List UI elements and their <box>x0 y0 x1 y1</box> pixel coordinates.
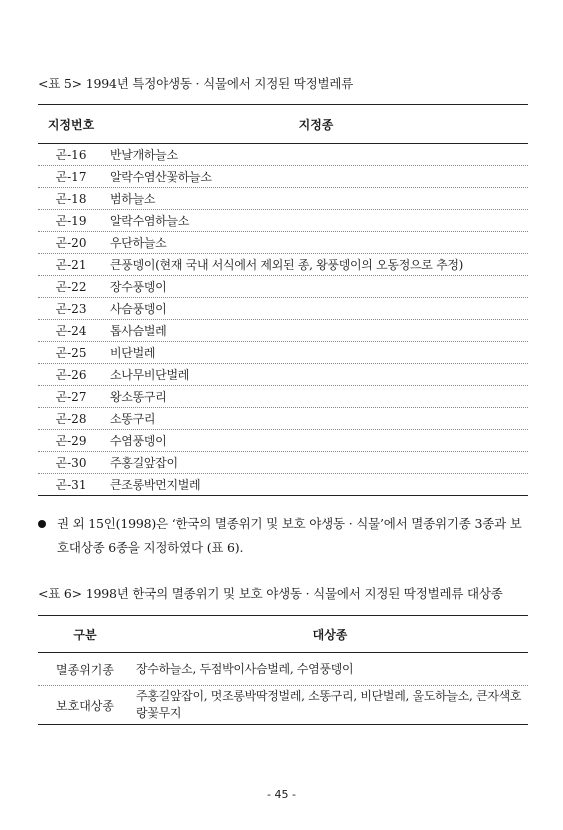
designation-number-cell: 곤-17 <box>55 170 87 184</box>
table-row <box>38 474 528 496</box>
designation-number-cell: 곤-23 <box>55 302 87 316</box>
species-name-cell: 범하늘소 <box>110 192 156 206</box>
header-category: 구분 <box>73 627 97 642</box>
species-name-cell: 우단하늘소 <box>110 236 167 250</box>
designation-number-cell: 곤-16 <box>55 148 87 162</box>
designation-number-cell: 곤-19 <box>55 214 87 228</box>
table-header-row <box>38 105 528 144</box>
page-number: - 45 - <box>267 788 296 801</box>
bullet-icon <box>38 520 46 528</box>
table-row <box>38 254 528 276</box>
designation-number-cell: 곤-31 <box>55 478 87 492</box>
species-name-cell: 수염풍뎅이 <box>110 434 167 448</box>
table-row <box>38 342 528 364</box>
category-cell: 멸종위기종 <box>56 662 114 677</box>
species-name-cell: 소똥구리 <box>110 412 156 426</box>
designation-number-cell: 곤-28 <box>55 412 87 426</box>
species-name-cell: 소나무비단벌레 <box>110 368 190 382</box>
designation-number-cell: 곤-27 <box>55 390 87 404</box>
designation-number-cell: 곤-24 <box>55 324 87 338</box>
table-row <box>38 452 528 474</box>
category-cell: 보호대상종 <box>56 698 114 713</box>
table-5-caption: <표 5> 1994년 특정야생동 · 식물에서 지정된 딱정벌레류 <box>38 76 354 91</box>
bullet-text: 권 외 15인(1998)은 ‘한국의 멸종위기 및 보호 야생동 · 식물’에서 멸종위기종 3종과 보호대상종 6종을 지정하였다 (표 6). <box>57 516 522 555</box>
designation-number-cell: 곤-29 <box>55 434 87 448</box>
header-designated-species: 지정종 <box>298 117 334 132</box>
table-row <box>38 232 528 254</box>
designation-number-cell: 곤-18 <box>55 192 87 206</box>
designation-number-cell: 곤-21 <box>55 258 87 272</box>
table-row <box>38 276 528 298</box>
species-name-cell: 장수풍뎅이 <box>110 280 167 294</box>
table-header-row <box>38 615 528 653</box>
table-5 <box>38 104 528 496</box>
table-row <box>38 364 528 386</box>
table-row <box>38 320 528 342</box>
table-body <box>38 144 528 496</box>
table-6 <box>38 615 528 725</box>
table-row <box>38 386 528 408</box>
species-name-cell: 알락수염산꽃하늘소 <box>110 170 212 184</box>
designation-number-cell: 곤-30 <box>55 456 87 470</box>
species-name-cell: 큰풍뎅이(현재 국내 서식에서 제외된 종, 왕풍뎅이의 오동정으로 추정) <box>110 258 464 272</box>
species-name-cell: 톱사슴벌레 <box>110 324 167 338</box>
table-row <box>38 210 528 232</box>
header-target-species: 대상종 <box>312 627 348 642</box>
table-6-caption: <표 6> 1998년 한국의 멸종위기 및 보호 야생동 · 식물에서 지정된 딱정벌레류 대상종 <box>38 586 503 601</box>
species-cell: 장수하늘소, 두점박이사슴벌레, 수염풍뎅이 <box>136 661 354 676</box>
table-row <box>38 653 528 686</box>
designation-number-cell: 곤-26 <box>55 368 87 382</box>
designation-number-cell: 곤-22 <box>55 280 87 294</box>
table-row <box>38 686 528 725</box>
table-row <box>38 188 528 210</box>
species-name-cell: 사슴풍뎅이 <box>110 302 167 316</box>
table-row <box>38 166 528 188</box>
species-cell: 주홍길앞잡이, 멋조롱박딱정벌레, 소똥구리, 비단벌레, 울도하늘소, 큰자색호랑꽃무지 <box>136 689 522 720</box>
header-designation-number: 지정번호 <box>47 117 95 132</box>
designation-number-cell: 곤-20 <box>55 236 87 250</box>
table-row <box>38 408 528 430</box>
designation-number-cell: 곤-25 <box>55 346 87 360</box>
species-name-cell: 왕소똥구리 <box>110 390 167 404</box>
table-row <box>38 144 528 166</box>
table-row <box>38 298 528 320</box>
bullet-paragraph <box>38 512 530 560</box>
species-name-cell: 반날개하늘소 <box>110 148 178 162</box>
table-row <box>38 430 528 452</box>
species-name-cell: 비단벌레 <box>110 346 156 360</box>
species-name-cell: 알락수염하늘소 <box>110 214 190 228</box>
species-name-cell: 주홍길앞잡이 <box>110 456 178 470</box>
species-name-cell: 큰조롱박먼지벌레 <box>110 478 201 492</box>
